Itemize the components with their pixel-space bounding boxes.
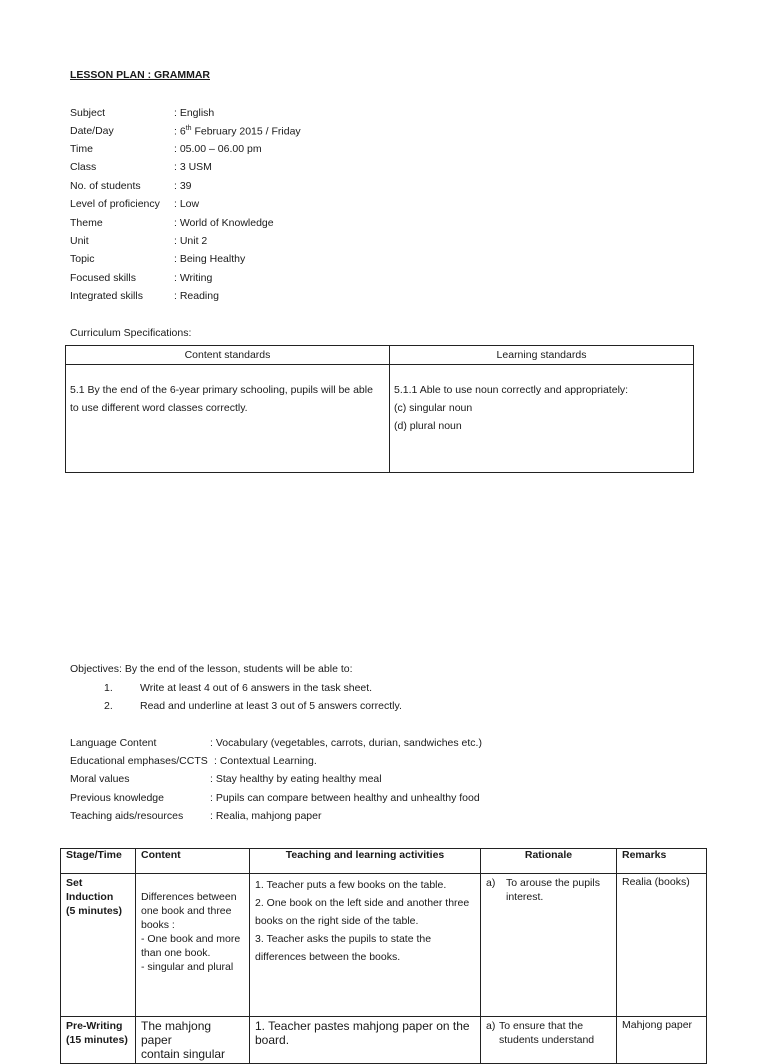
info-value: : 05.00 – 06.00 pm — [174, 143, 262, 155]
table-header: Stage/Time — [61, 849, 136, 874]
lesson-content-value: : Vocabulary (vegetables, carrots, durian, sandwiches etc.) — [210, 737, 482, 749]
curriculum-title: Curriculum Specifications: — [70, 327, 192, 339]
lesson-content-label: Educational emphases/CCTS — [70, 755, 208, 767]
info-label: Integrated skills — [70, 290, 143, 302]
info-label: Topic — [70, 253, 95, 265]
rationale-item — [486, 1019, 611, 1047]
learning-standard-line: (c) singular noun — [394, 402, 473, 414]
objective-text: Read and underline at least 3 out of 5 answers correctly. — [140, 700, 402, 712]
content-line: one book and three — [141, 905, 232, 917]
objective-number: 1. — [104, 682, 113, 694]
info-label: Class — [70, 161, 97, 173]
objectives-title: Objectives: By the end of the lesson, students will be able to: — [70, 663, 353, 675]
content-line: books : — [141, 919, 175, 931]
content-line: - One book and more — [141, 933, 241, 945]
info-value-date: : 6th February 2015 / Friday — [174, 125, 301, 138]
stage-line: Pre-Writing — [66, 1020, 123, 1032]
stage-line: Set — [66, 877, 83, 889]
content-line: than one book. — [141, 947, 211, 959]
rationale-mark: a) — [486, 1020, 496, 1032]
info-label: Subject — [70, 107, 106, 119]
table-header: Rationale — [481, 849, 617, 874]
info-label: Time — [70, 143, 93, 155]
stage-line: (5 minutes) — [66, 905, 123, 917]
rationale-item — [486, 876, 611, 904]
content-standard-line: 5.1 By the end of the 6-year primary schooling, pupils will be able — [70, 384, 373, 396]
table-header: Learning standards — [390, 346, 694, 365]
activity-line: 2. One book on the left side and another three — [255, 897, 470, 909]
rationale-line: To ensure that the — [499, 1020, 584, 1032]
info-value: : 3 USM — [174, 161, 212, 173]
content-standard-line: to use different word classes correctly. — [70, 402, 248, 414]
rationale-line: students understand — [499, 1034, 595, 1046]
info-label: Theme — [70, 217, 103, 229]
info-value: : 39 — [174, 180, 192, 192]
lesson-content-label: Previous knowledge — [70, 792, 164, 804]
table-header: Teaching and learning activities — [250, 849, 481, 874]
activity-line: books on the right side of the table. — [255, 915, 419, 927]
rationale-cell — [481, 874, 617, 1017]
info-value: : Low — [174, 198, 200, 210]
stage-line: Induction — [66, 891, 114, 903]
table-header: Content standards — [66, 346, 390, 365]
info-value: : Being Healthy — [174, 253, 246, 265]
learning-standard-line: (d) plural noun — [394, 420, 462, 432]
objective-number: 2. — [104, 700, 113, 712]
table-row — [61, 874, 707, 1017]
rationale-line: To arouse the pupils — [506, 877, 600, 889]
content-line: - singular and plural — [141, 961, 234, 973]
info-value: : Writing — [174, 272, 213, 284]
activity-line: 3. Teacher asks the pupils to state the — [255, 933, 432, 945]
lesson-content-label: Teaching aids/resources — [70, 810, 184, 822]
lesson-content-label: Language Content — [70, 737, 157, 749]
lesson-content-value: : Realia, mahjong paper — [210, 810, 322, 822]
info-value: : English — [174, 107, 215, 119]
info-value: : Unit 2 — [174, 235, 208, 247]
lesson-content-value: : Pupils can compare between healthy and unhealthy food — [210, 792, 480, 804]
remarks-cell: Mahjong paper — [617, 1017, 707, 1064]
learning-standard-line: 5.1.1 Able to use noun correctly and appropriately: — [394, 384, 629, 396]
remarks-cell: Realia (books) — [617, 874, 707, 1017]
activity-line: 1. Teacher pastes mahjong paper on the — [255, 1019, 470, 1033]
learning-standard-cell — [390, 365, 694, 473]
rationale-mark: a) — [486, 877, 496, 889]
info-label: Unit — [70, 235, 89, 247]
content-line: The mahjong paper — [141, 1019, 212, 1047]
content-line: Differences between — [141, 891, 237, 903]
lesson-content-value: : Contextual Learning. — [214, 755, 317, 767]
info-label: Date/Day — [70, 125, 114, 137]
content-line: contain singular — [141, 1047, 226, 1061]
info-value: : World of Knowledge — [174, 217, 274, 229]
stage-cell — [61, 874, 136, 1017]
info-label: No. of students — [70, 180, 141, 192]
rationale-line: interest. — [506, 891, 544, 903]
content-standard-cell — [66, 365, 390, 473]
info-value: : Reading — [174, 290, 219, 302]
lesson-plan-table — [60, 848, 707, 1064]
activities-cell — [250, 874, 481, 1017]
lesson-content-value: : Stay healthy by eating healthy meal — [210, 773, 382, 785]
lesson-content-label: Moral values — [70, 773, 130, 785]
activity-line: board. — [255, 1033, 290, 1047]
page-title: LESSON PLAN : GRAMMAR — [70, 69, 210, 81]
info-label: Level of proficiency — [70, 198, 160, 210]
stage-line: (15 minutes) — [66, 1034, 128, 1046]
curriculum-table — [65, 345, 694, 473]
table-header: Remarks — [617, 849, 707, 874]
activity-line: 1. Teacher puts a few books on the table. — [255, 879, 447, 891]
objective-text: Write at least 4 out of 6 answers in the task sheet. — [140, 682, 373, 694]
table-header: Content — [136, 849, 250, 874]
info-label: Focused skills — [70, 272, 136, 284]
activity-line: differences between the books. — [255, 951, 401, 963]
content-cell — [136, 874, 250, 1017]
